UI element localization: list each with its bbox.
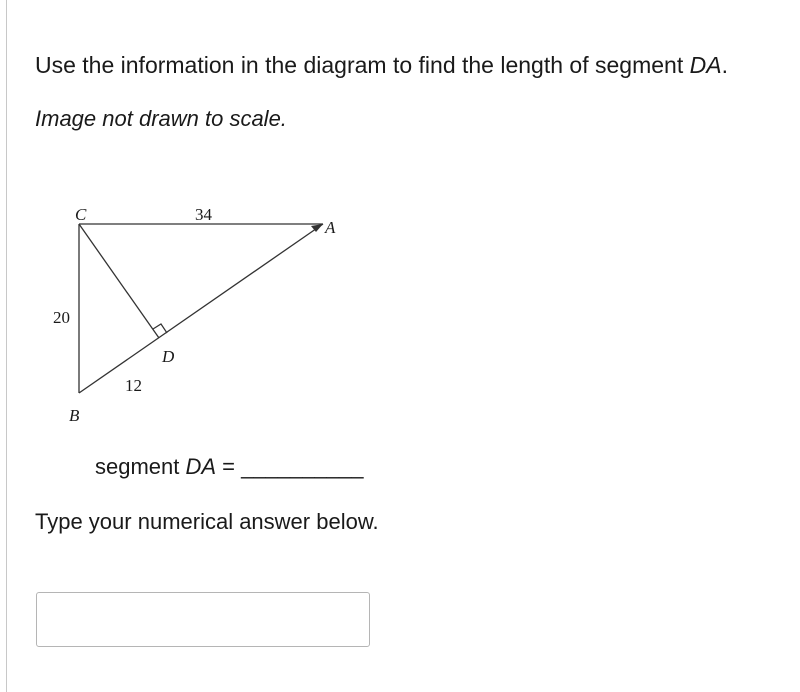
- segment-cd: [79, 224, 159, 338]
- answer-instruction: Type your numerical answer below.: [35, 509, 379, 534]
- segment-ba: [79, 224, 323, 393]
- triangle-diagram: [7, 195, 367, 435]
- question-prompt: [35, 50, 728, 80]
- answer-input[interactable]: [36, 592, 370, 647]
- answer-label-equals: =: [216, 454, 242, 479]
- prompt-segment-name: DA: [689, 52, 722, 78]
- length-label-cb: 20: [53, 308, 70, 327]
- scale-note: Image not drawn to scale.: [35, 106, 287, 131]
- vertex-label-d: D: [162, 347, 175, 366]
- vertex-label-c: C: [75, 205, 87, 224]
- vertex-label-a: A: [325, 218, 336, 237]
- length-label-bd: 12: [125, 376, 142, 395]
- length-label-ca: 34: [195, 205, 212, 224]
- prompt-text-after: .: [721, 52, 728, 78]
- answer-label-prefix: segment: [95, 454, 186, 479]
- prompt-text-before: Use the information in the diagram to find the length of segment: [35, 52, 690, 78]
- answer-blank: __________: [241, 454, 364, 479]
- question-card: [6, 0, 799, 692]
- answer-label-segment: DA: [185, 454, 217, 479]
- vertex-label-b: B: [69, 406, 80, 425]
- answer-label: [95, 452, 364, 482]
